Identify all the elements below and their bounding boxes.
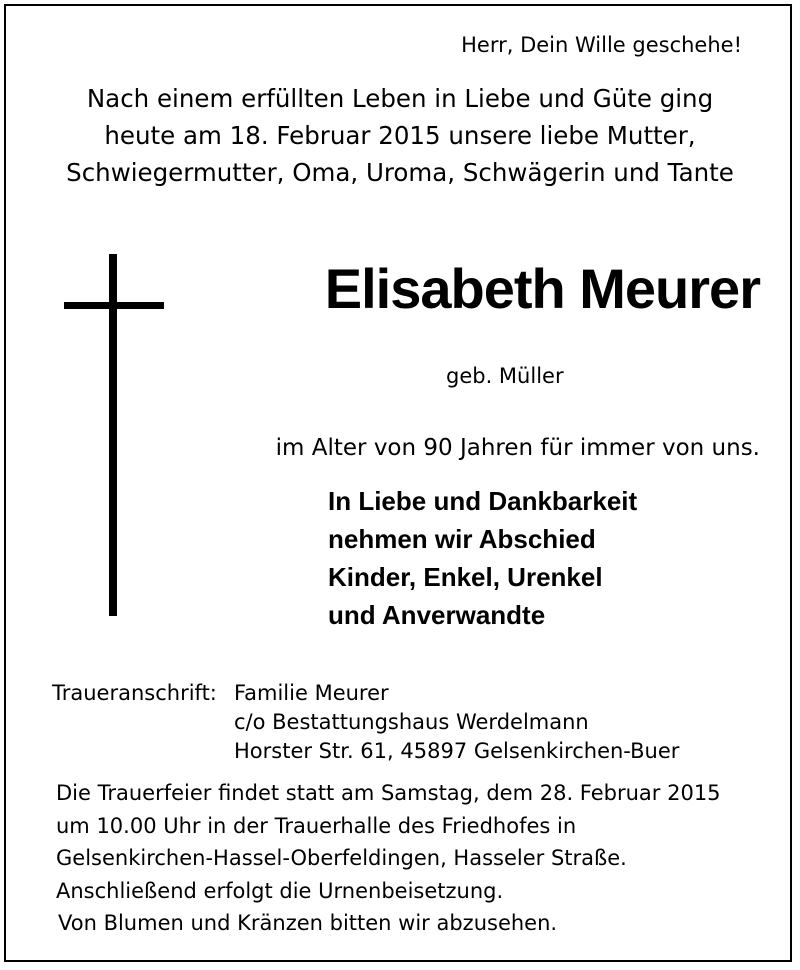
cross-horizontal-bar (64, 302, 164, 309)
intro-line: Schwiegermutter, Oma, Uroma, Schwägerin und Tante (66, 158, 734, 187)
funeral-line: um 10.00 Uhr in der Trauerhalle des Friedhofes in (56, 813, 577, 838)
flowers-note: Von Blumen und Kränzen bitten wir abzusehen. (58, 911, 558, 935)
address-line: Horster Str. 61, 45897 Gelsenkirchen-Buer (234, 739, 680, 763)
farewell-line: nehmen wir Abschied (328, 524, 596, 554)
address-line: Familie Meurer (234, 681, 389, 705)
intro-line: heute am 18. Februar 2015 unsere liebe Mutter, (104, 121, 696, 150)
funeral-line: Anschließend erfolgt die Urnenbeisetzung. (56, 878, 504, 903)
age-line: im Alter von 90 Jahren für immer von uns. (275, 435, 760, 461)
address-line: c/o Bestattungshaus Werdelmann (234, 710, 589, 734)
funeral-line: Die Trauerfeier findet statt am Samstag, dem 28. Februar 2015 (56, 781, 721, 805)
address-label: Traueranschrift: (52, 681, 217, 705)
farewell-line: Kinder, Enkel, Urenkel (328, 562, 603, 592)
born-name: geb. Müller (446, 364, 564, 388)
deceased-name: Elisabeth Meurer (324, 257, 760, 320)
motto: Herr, Dein Wille geschehe! (461, 33, 742, 57)
funeral-info (56, 777, 721, 907)
intro-line: Nach einem erfüllten Leben in Liebe und Güte ging (86, 84, 714, 113)
intro-text (0, 80, 800, 191)
farewell-line: In Liebe und Dankbarkeit (328, 486, 638, 516)
farewell-line: und Anverwandte (328, 600, 546, 630)
funeral-line: Gelsenkirchen-Hassel-Oberfeldingen, Hasseler Straße. (56, 846, 627, 870)
farewell-block (328, 482, 637, 634)
